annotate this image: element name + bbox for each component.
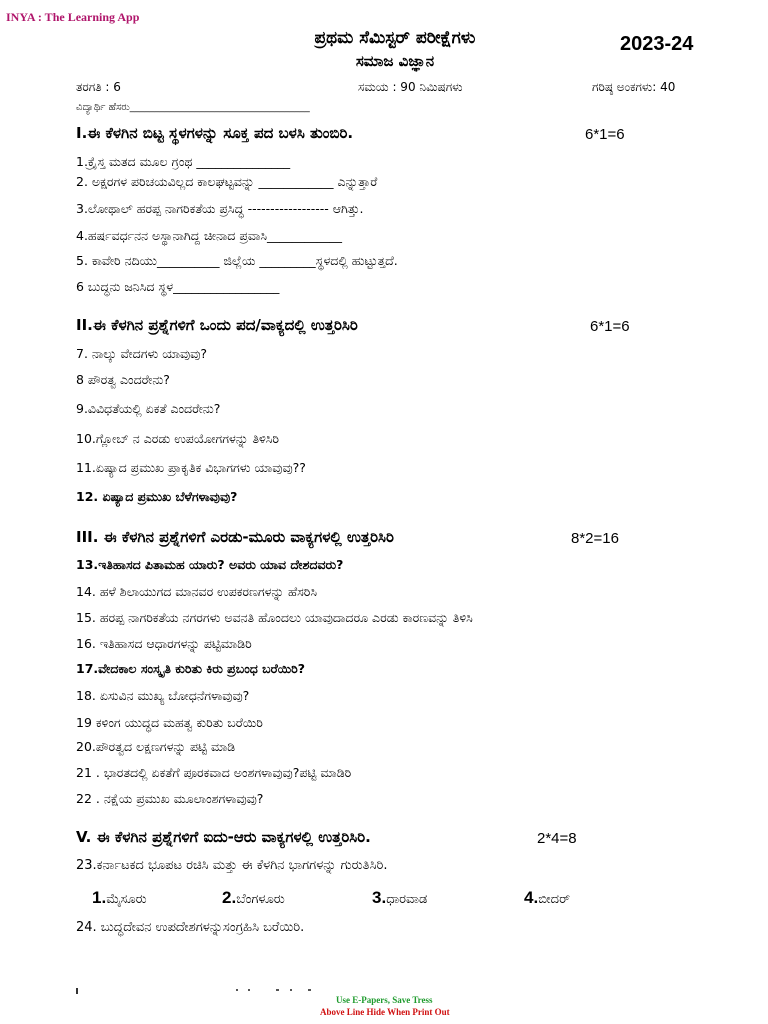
- cut-off-text-fragment: [76, 986, 326, 994]
- question-2: 2. ಅಕ್ಷರಗಳ ಪರಿಚಯವಿಲ್ಲದ ಕಾಲಘಟ್ಟವನ್ನು ____________ ಎನ್ನುತ್ತಾರೆ: [76, 174, 378, 189]
- footer-save-trees: Use E-Papers, Save Tress: [336, 995, 433, 1005]
- question-9: 9.ವಿವಿಧತೆಯಲ್ಲಿ ಏಕತೆ ಎಂದರೇನು?: [76, 401, 221, 416]
- question-22: 22 . ನಕ್ಷೆಯ ಪ್ರಮುಖ ಮೂಲಾಂಶಗಳಾವುವು?: [76, 791, 264, 806]
- section-3-marks: 8*2=16: [571, 530, 619, 547]
- map-item-4: [524, 888, 570, 908]
- section-5-marks: 2*4=8: [537, 830, 577, 847]
- subject-title: ಸಮಾಜ ವಿಜ್ಞಾನ: [355, 52, 435, 70]
- question-11: 11.ಏಷ್ಯಾದ ಪ್ರಮುಖ ಪ್ರಾಕೃತಿಕ ವಿಭಾಗಗಳು ಯಾವುವು??: [76, 460, 306, 475]
- question-8: 8 ಪೌರತ್ವ ಎಂದರೇನು?: [76, 372, 170, 387]
- app-brand: INYA : The Learning App: [6, 10, 140, 24]
- section-2-title: II.ಈ ಕೆಳಗಿನ ಪ್ರಶ್ನೆಗಳಿಗೆ ಒಂದು ಪದ/ವಾಕ್ಯದಲ್ಲಿ ಉತ್ತರಿಸಿರಿ: [76, 316, 358, 334]
- question-6: 6 ಬುದ್ಧನು ಜನಿಸಿದ ಸ್ಥಳ_________________: [76, 279, 280, 294]
- question-24: 24. ಬುದ್ಧದೇವನ ಉಪದೇಶಗಳನ್ನುಸಂಗ್ರಹಿಸಿ ಬರೆಯಿರಿ.: [76, 920, 305, 935]
- map-item-1: [92, 888, 147, 908]
- question-19: 19 ಕಳಿಂಗ ಯುದ್ಧದ ಮಹತ್ವ ಕುರಿತು ಬರೆಯಿರಿ: [76, 715, 263, 730]
- question-5: 5. ಕಾವೇರಿ ನದಿಯು__________ ಜಿಲ್ಲೆಯ _________ಸ್ಥಳದಲ್ಲಿ ಹುಟ್ಟುತ್ತದೆ.: [76, 253, 398, 268]
- time-label: ಸಮಯ : 90 ನಿಮಿಷಗಳು: [358, 80, 463, 94]
- question-10: 10.ಗ್ಲೋಬ್ ನ ಎರಡು ಉಪಯೋಗಗಳನ್ನು ತಿಳಿಸಿರಿ: [76, 431, 280, 446]
- question-1: 1.ಕ್ರೈಸ್ತ ಮತದ ಮೂಲ ಗ್ರಂಥ _______________: [76, 154, 291, 169]
- question-20: 20.ಪೌರತ್ವದ ಲಕ್ಷಣಗಳನ್ನು ಪಟ್ಟಿ ಮಾಡಿ: [76, 739, 236, 754]
- map-item-label: ಮೈಸೂರು: [106, 892, 147, 907]
- map-item-number: 3.: [372, 888, 387, 907]
- question-13: 13.ಇತಿಹಾಸದ ಪಿತಾಮಹ ಯಾರು? ಅವರು ಯಾವ ದೇಶದವರು?: [76, 557, 344, 572]
- question-16: 16. ಇತಿಹಾಸದ ಆಧಾರಗಳನ್ನು ಪಟ್ಟಿಮಾಡಿರಿ: [76, 636, 252, 651]
- class-label: ತರಗತಿ : 6: [76, 80, 121, 94]
- map-item-2: [222, 888, 285, 908]
- question-18: 18. ಏಸುವಿನ ಮುಖ್ಯ ಬೋಧನೆಗಳಾವುವು?: [76, 688, 250, 703]
- section-3-title: III. ಈ ಕೆಳಗಿನ ಪ್ರಶ್ನೆಗಳಿಗೆ ಎರಡು-ಮೂರು ವಾಕ್ಯಗಳಲ್ಲಿ ಉತ್ತರಿಸಿರಿ: [76, 528, 394, 546]
- question-23: 23.ಕರ್ನಾಟಕದ ಭೂಪಟ ರಚಿಸಿ ಮತ್ತು ಈ ಕೆಳಗಿನ ಭಾಗಗಳನ್ನು ಗುರುತಿಸಿರಿ.: [76, 858, 388, 873]
- question-3: 3.ಲೋಥಾಲ್ ಹರಪ್ಪ ನಾಗರಿಕತೆಯ ಪ್ರಸಿದ್ಧ ------------------ ಆಗಿತ್ತು.: [76, 201, 364, 216]
- map-item-label: ಬೆಂಗಳೂರು: [236, 892, 285, 907]
- map-item-number: 1.: [92, 888, 107, 907]
- footer-print-note: Above Line Hide When Print Out: [320, 1007, 450, 1017]
- question-14: 14. ಹಳೆ ಶಿಲಾಯುಗದ ಮಾನವರ ಉಪಕರಣಗಳನ್ನು ಹೆಸರಿಸಿ: [76, 584, 318, 599]
- question-17: 17.ವೇದಕಾಲ ಸಂಸ್ಕೃತಿ ಕುರಿತು ಕಿರು ಪ್ರಬಂಧ ಬರೆಯಿರಿ?: [76, 661, 306, 676]
- question-21: 21 . ಭಾರತದಲ್ಲಿ ಏಕತೆಗೆ ಪೂರಕವಾದ ಅಂಶಗಳಾವುವು?ಪಟ್ಟಿ ಮಾಡಿರಿ: [76, 765, 352, 780]
- academic-year: 2023-24: [620, 33, 694, 55]
- map-item-number: 4.: [524, 888, 539, 907]
- question-7: 7. ನಾಲ್ಕು ವೇದಗಳು ಯಾವುವು?: [76, 346, 208, 361]
- question-15: 15. ಹರಪ್ಪ ನಾಗರಿಕತೆಯ ನಗರಗಳು ಅವನತಿ ಹೊಂದಲು ಯಾವುದಾದರೂ ಎರಡು ಕಾರಣವನ್ನು ತಿಳಿಸಿ: [76, 610, 473, 625]
- map-item-3: [372, 888, 427, 908]
- section-2-marks: 6*1=6: [590, 318, 630, 335]
- max-marks-label: ಗರಿಷ್ಠ ಅಂಕಗಳು: 40: [592, 80, 676, 94]
- question-12: 12. ಏಷ್ಯಾದ ಪ್ರಮುಖ ಬೆಳೆಗಳಾವುವು?: [76, 489, 238, 504]
- map-item-label: ಬೀದರ್: [538, 892, 571, 907]
- exam-title: ಪ್ರಥಮ ಸೆಮಿಸ್ಟರ್ ಪರೀಕ್ಷೆಗಳು: [314, 28, 476, 48]
- section-5-title: V. ಈ ಕೆಳಗಿನ ಪ್ರಶ್ನೆಗಳಿಗೆ ಐದು-ಆರು ವಾಕ್ಯಗಳಲ್ಲಿ ಉತ್ತರಿಸಿರಿ.: [76, 828, 371, 846]
- student-name-line: ವಿದ್ಯಾರ್ಥಿ ಹೆಸರು____________________________________: [76, 102, 310, 113]
- section-1-title: I.ಈ ಕೆಳಗಿನ ಬಿಟ್ಟ ಸ್ಥಳಗಳನ್ನು ಸೂಕ್ತ ಪದ ಬಳಸಿ ತುಂಬಿರಿ.: [76, 124, 354, 142]
- map-item-number: 2.: [222, 888, 237, 907]
- question-4: 4.ಹರ್ಷವರ್ಧನನ ಅಸ್ಥಾನಾಗಿದ್ದ ಚೀನಾದ ಪ್ರವಾಸಿ____________: [76, 228, 342, 243]
- section-1-marks: 6*1=6: [585, 126, 625, 143]
- map-item-label: ಧಾರವಾಡ: [386, 892, 428, 907]
